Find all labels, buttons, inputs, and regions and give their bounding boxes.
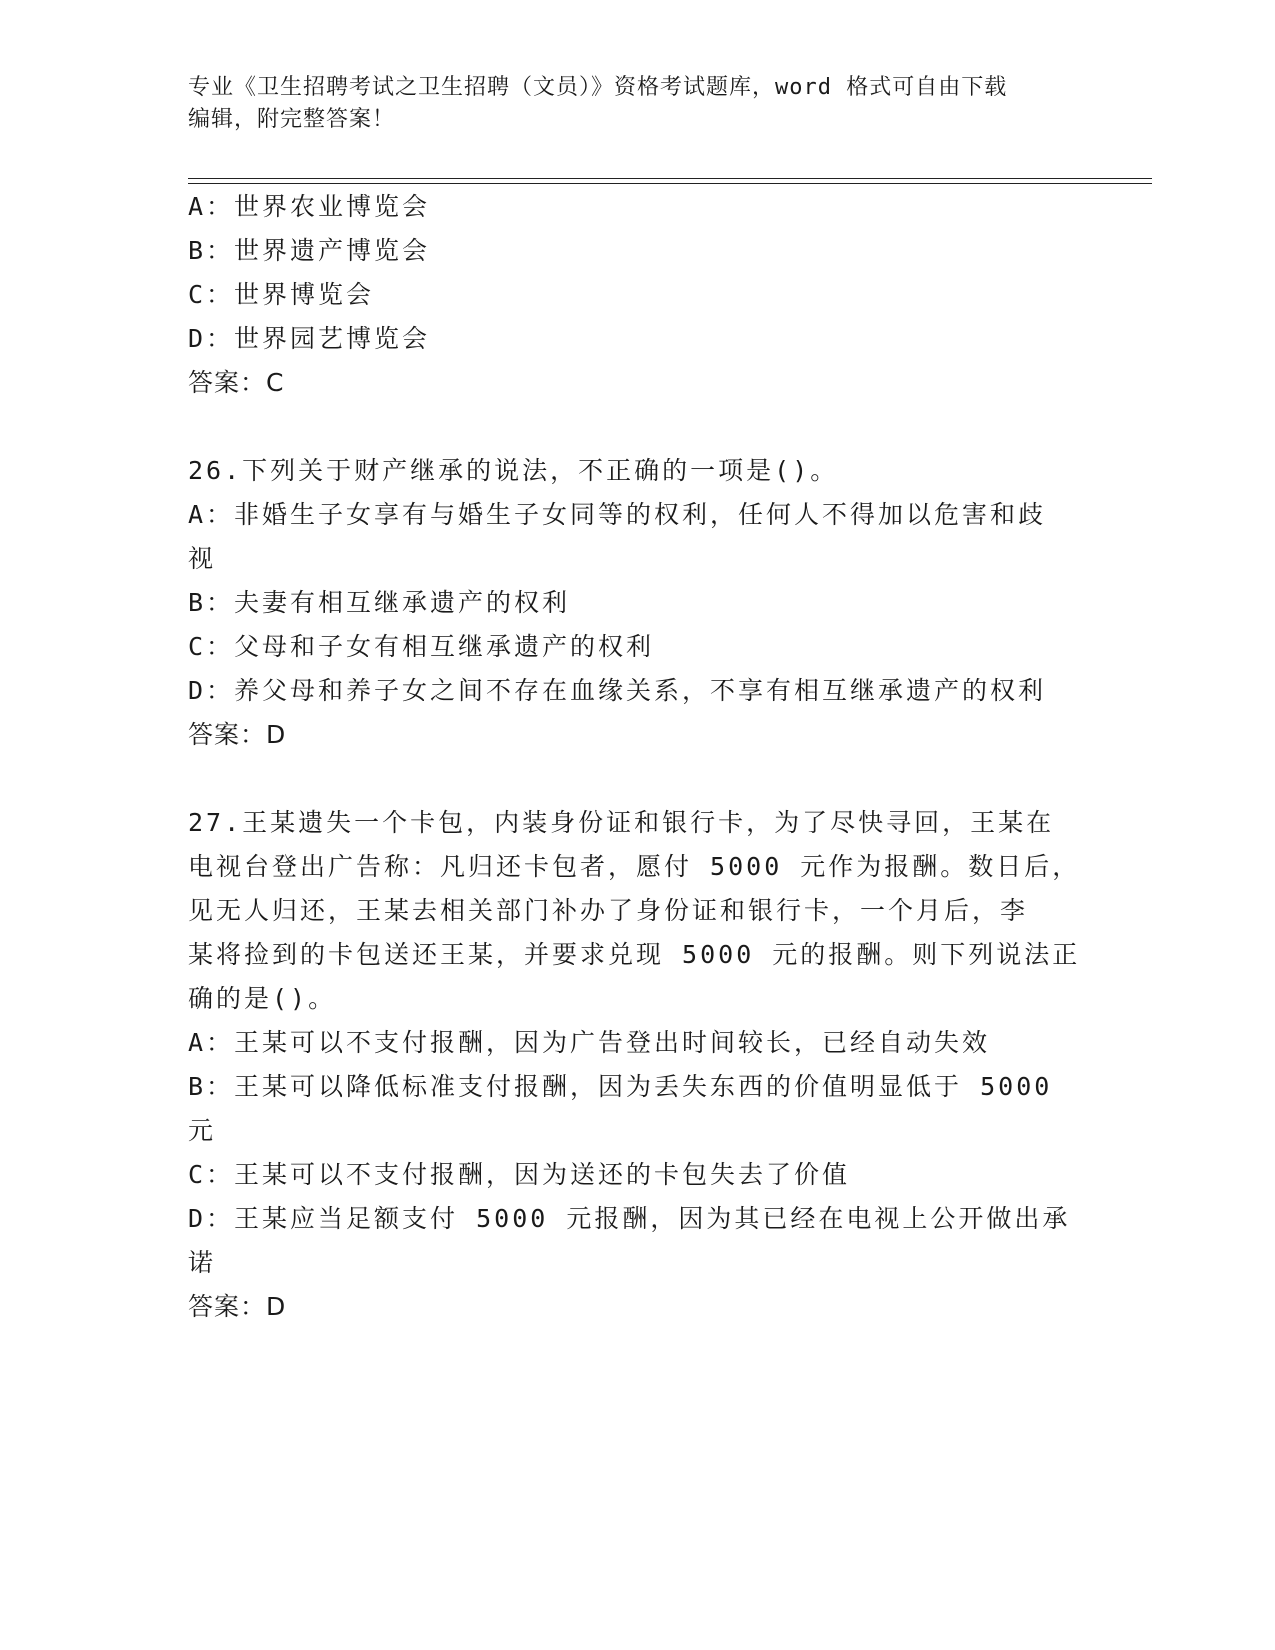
q25-option-d: D：世界园艺博览会 <box>188 324 431 353</box>
q27-stem-line-1: 27.王某遗失一个卡包，内装身份证和银行卡，为了尽快寻回，王某在 <box>188 808 1055 837</box>
q27-option-d-line-2: 诺 <box>188 1248 217 1277</box>
q27-stem-line-2: 电视台登出广告称：凡归还卡包者，愿付 5000 元作为报酬。数日后， <box>188 852 1081 881</box>
q25-option-c: C：世界博览会 <box>188 280 375 309</box>
q27-stem-line-3: 见无人归还，王某去相关部门补办了身份证和银行卡，一个月后，李 <box>188 896 1029 925</box>
q26-option-a-line-2: 视 <box>188 544 217 573</box>
document-header <box>188 72 1068 136</box>
q27-stem-line-5: 确的是()。 <box>188 984 337 1013</box>
header-divider-bottom <box>188 183 1152 184</box>
header-divider-top <box>188 178 1152 179</box>
q25-option-a: A：世界农业博览会 <box>188 192 431 221</box>
q26-stem: 26.下列关于财产继承的说法，不正确的一项是()。 <box>188 456 839 485</box>
q27-option-a: A：王某可以不支付报酬，因为广告登出时间较长，已经自动失效 <box>188 1028 991 1057</box>
q26-option-a-line-1: A：非婚生子女享有与婚生子女同等的权利，任何人不得加以危害和歧 <box>188 500 1047 529</box>
q26-option-b: B：夫妻有相互继承遗产的权利 <box>188 588 571 617</box>
q27-answer: 答案：D <box>188 1292 287 1321</box>
q25-option-b: B：世界遗产博览会 <box>188 236 431 265</box>
q27-stem-line-4: 某将捡到的卡包送还王某，并要求兑现 5000 元的报酬。则下列说法正 <box>188 940 1081 969</box>
q27-option-b-line-1: B：王某可以降低标准支付报酬，因为丢失东西的价值明显低于 5000 <box>188 1072 1053 1101</box>
q27-option-b-line-2: 元 <box>188 1116 217 1145</box>
q27-option-c: C：王某可以不支付报酬，因为送还的卡包失去了价值 <box>188 1160 851 1189</box>
q26-option-d: D：养父母和养子女之间不存在血缘关系，不享有相互继承遗产的权利 <box>188 676 1047 705</box>
q26-answer: 答案：D <box>188 720 287 749</box>
q25-answer: 答案：C <box>188 368 285 397</box>
header-line-2: 编辑，附完整答案！ <box>188 107 396 132</box>
q26-option-c: C：父母和子女有相互继承遗产的权利 <box>188 632 655 661</box>
header-line-1: 专业《卫生招聘考试之卫生招聘（文员）》资格考试题库，word 格式可自由下载 <box>188 75 1008 100</box>
q27-option-d-line-1: D：王某应当足额支付 5000 元报酬，因为其已经在电视上公开做出承 <box>188 1204 1071 1233</box>
